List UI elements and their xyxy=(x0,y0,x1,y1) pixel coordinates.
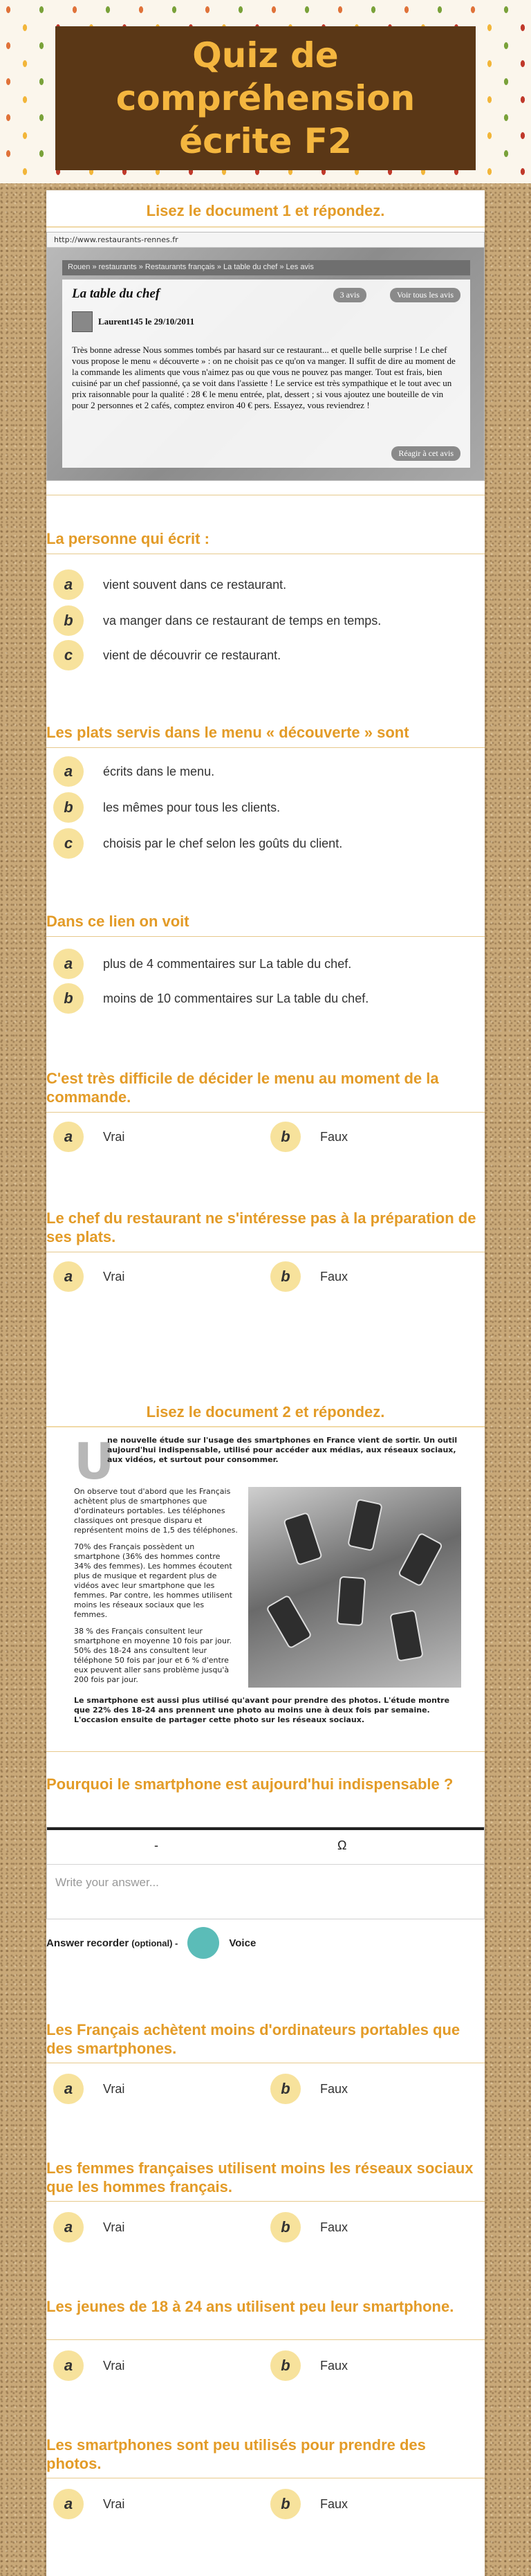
question-label: La personne qui écrit : xyxy=(46,530,209,547)
option-text: Faux xyxy=(320,2358,348,2373)
avatar xyxy=(72,311,93,332)
question-label: Les Français achètent moins d'ordinateurs portables que des smartphones. xyxy=(46,2021,460,2057)
option-text: vient souvent dans ce restaurant. xyxy=(103,577,287,592)
worksheet xyxy=(46,190,485,2576)
doc1-heading: Lisez le document 1 et répondez. xyxy=(146,202,385,219)
minus-button[interactable]: - xyxy=(154,1838,158,1852)
review-card xyxy=(62,280,470,468)
answer-option[interactable] xyxy=(53,792,280,823)
smartphones-photo xyxy=(248,1487,461,1688)
option-text: Faux xyxy=(320,2081,348,2096)
option-text: Vrai xyxy=(103,1129,125,1144)
article-paragraph: 38 % des Français consultent leur smartphone en moyenne 10 fois par jour. 50% des 18-24 ans consultent leur téléphone 50 fois par jour et 6 % d'entre eux peuvent aller sans problème jusqu'à 200 fois par jour. xyxy=(74,1627,232,1684)
answer-option[interactable] xyxy=(53,1261,124,1292)
question-label: Les femmes françaises utilisent moins les réseaux sociaux que les hommes français. xyxy=(46,2159,474,2195)
answer-option[interactable] xyxy=(53,605,381,636)
option-text: les mêmes pour tous les clients. xyxy=(103,800,281,814)
option-text: écrits dans le menu. xyxy=(103,764,215,778)
option-letter: a xyxy=(53,1261,84,1292)
divider xyxy=(46,936,485,937)
option-letter: c xyxy=(53,828,84,859)
answer-option[interactable] xyxy=(53,949,351,979)
divider xyxy=(46,2339,485,2340)
option-letter: b xyxy=(53,983,84,1014)
question-label: Les jeunes de 18 à 24 ans utilisent peu leur smartphone. xyxy=(46,2298,454,2315)
divider xyxy=(46,1112,485,1113)
divider xyxy=(46,1751,485,1752)
option-text: vient de découvrir ce restaurant. xyxy=(103,648,281,662)
question-label: C'est très difficile de décider le menu au moment de la commande. xyxy=(46,1070,439,1106)
option-text: Vrai xyxy=(103,2220,125,2234)
divider xyxy=(46,747,485,748)
review-author xyxy=(72,311,194,332)
answer-option[interactable] xyxy=(53,569,286,600)
review-text: Très bonne adresse Nous sommes tombés par hasard sur ce restaurant... et quelle belle surprise ! Le chef vous propose le menu « découverte » : on ne choisit pas ce qu'on va manger. Il suffit de dire au moment de la commande les aliments que vous n'aimez pas ou que vous ne pouvez pas manger. Tout est frais, bien cuisiné par un chef passionné, ça se voit dans l'assiette ! Le service est très sympathique et le tout avec un prix raisonnable pour la qualité : 28 € le menu entrée, plat, dessert ; si vous ajoutez une bouteille de vin pour 2 personnes et 2 cafés, comptez environ 40 € pers. Essayez, vous reviendrez ! xyxy=(72,345,456,410)
option-text: Vrai xyxy=(103,2496,125,2511)
answer-option[interactable] xyxy=(53,2350,124,2381)
editor-toolbar xyxy=(47,1827,484,1865)
question-label: Le chef du restaurant ne s'intéresse pas à la préparation de ses plats. xyxy=(46,1209,476,1245)
article-intro: ne nouvelle étude sur l'usage des smartphones en France vient de sortir. Un outil aujourd'hui indispensable, utilisé pour accéder aux médias, aux réseaux sociaux, aux vidéos, et surtout pour consommer. xyxy=(107,1436,458,1464)
option-letter: a xyxy=(53,2489,84,2519)
option-letter: c xyxy=(53,640,84,670)
page-title: Quiz de compréhension écrite F2 xyxy=(115,35,416,161)
article-paragraph: On observe tout d'abord que les Français achètent plus de smartphones que d'ordinateurs portables. Les téléphones classiques ont presque disparu et représentent moins de 1,5 des téléphones. xyxy=(74,1487,238,1535)
answer-option[interactable] xyxy=(53,828,342,859)
answer-option[interactable] xyxy=(53,983,369,1014)
browser-url: http://www.restaurants-rennes.fr xyxy=(47,232,484,248)
answer-option[interactable] xyxy=(270,2489,348,2519)
answer-recorder xyxy=(46,1927,256,1959)
answer-editor xyxy=(46,1827,485,1919)
option-text: Faux xyxy=(320,1269,348,1284)
answer-option[interactable] xyxy=(270,1261,348,1292)
option-text: Vrai xyxy=(103,2358,125,2373)
option-text: Faux xyxy=(320,2220,348,2234)
answer-option[interactable] xyxy=(270,1122,348,1152)
doc2-article xyxy=(74,1432,461,1733)
option-letter: a xyxy=(53,1122,84,1152)
option-text: Faux xyxy=(320,1129,348,1144)
answer-option[interactable] xyxy=(53,756,214,787)
reviews-count-badge: 3 avis xyxy=(333,288,366,302)
option-letter: b xyxy=(53,605,84,636)
reply-badge: Réagir à cet avis xyxy=(391,446,460,461)
article-paragraph: 70% des Français possèdent un smartphone (36% des hommes contre 34% des femmes). Les hommes écoutent plus de musique et regardent plus de vidéos avec leur smartphone que les femmes. Par contre, les hommes utilisent moins les réseaux sociaux que les femmes. xyxy=(74,1542,232,1619)
doc1-screenshot xyxy=(46,232,485,481)
option-letter: b xyxy=(270,2489,301,2519)
option-letter: b xyxy=(270,1261,301,1292)
question-label: Dans ce lien on voit xyxy=(46,913,189,930)
answer-option[interactable] xyxy=(53,640,281,670)
option-letter: a xyxy=(53,2212,84,2242)
answer-option[interactable] xyxy=(270,2350,348,2381)
option-letter: b xyxy=(270,2212,301,2242)
option-text: Vrai xyxy=(103,2081,125,2096)
question-label: Les smartphones sont peu utilisés pour prendre des photos. xyxy=(46,2436,426,2472)
option-text: Faux xyxy=(320,2496,348,2511)
divider xyxy=(46,2201,485,2202)
question-label: Les plats servis dans le menu « découverte » sont xyxy=(46,724,409,741)
special-char-button[interactable]: Ω xyxy=(337,1838,347,1852)
answer-option[interactable] xyxy=(53,2074,124,2104)
answer-option[interactable] xyxy=(53,2212,124,2242)
option-letter: a xyxy=(53,756,84,787)
title-banner xyxy=(55,26,476,170)
option-letter: a xyxy=(53,2350,84,2381)
answer-option[interactable] xyxy=(53,1122,124,1152)
article-column xyxy=(74,1487,239,1692)
option-text: plus de 4 commentaires sur La table du chef. xyxy=(103,956,352,971)
option-letter: a xyxy=(53,569,84,600)
record-button[interactable] xyxy=(187,1927,219,1959)
option-letter: b xyxy=(270,2074,301,2104)
option-text: moins de 10 commentaires sur La table du chef. xyxy=(103,991,369,1005)
divider xyxy=(46,1426,485,1427)
article-outro: Le smartphone est aussi plus utilisé qu'avant pour prendre des photos. L'étude montre que 22% des 18-24 ans prennent une photo au moins une à deux fois par semaine. L'occasion ensuite de partager cette photo sur les réseaux sociaux. xyxy=(74,1696,450,1724)
author-name: Laurent145 le 29/10/2011 xyxy=(98,316,195,327)
option-letter: b xyxy=(53,792,84,823)
option-letter: b xyxy=(270,2350,301,2381)
option-text: choisis par le chef selon les goûts du client. xyxy=(103,836,343,850)
question-label: Pourquoi le smartphone est aujourd'hui indispensable ? xyxy=(46,1775,454,1793)
review-title: La table du chef xyxy=(72,286,160,301)
recorder-optional: (optional) - xyxy=(131,1937,178,1948)
option-text: va manger dans ce restaurant de temps en temps. xyxy=(103,613,382,628)
dropcap: U xyxy=(74,1432,115,1490)
answer-option[interactable] xyxy=(270,2212,348,2242)
option-letter: a xyxy=(53,949,84,979)
option-letter: b xyxy=(270,1122,301,1152)
all-reviews-badge: Voir tous les avis xyxy=(390,288,460,302)
answer-option[interactable] xyxy=(270,2074,348,2104)
breadcrumb: Rouen » restaurants » Restaurants français » La table du chef » Les avis xyxy=(62,260,470,275)
option-text: Vrai xyxy=(103,1269,125,1284)
recorder-label: Answer recorder xyxy=(46,1937,129,1949)
answer-input[interactable]: Write your answer... xyxy=(55,1876,159,1889)
answer-option[interactable] xyxy=(53,2489,124,2519)
doc2-heading: Lisez le document 2 et répondez. xyxy=(146,1403,385,1421)
voice-label: Voice xyxy=(229,1937,257,1949)
divider xyxy=(46,226,485,228)
option-letter: a xyxy=(53,2074,84,2104)
